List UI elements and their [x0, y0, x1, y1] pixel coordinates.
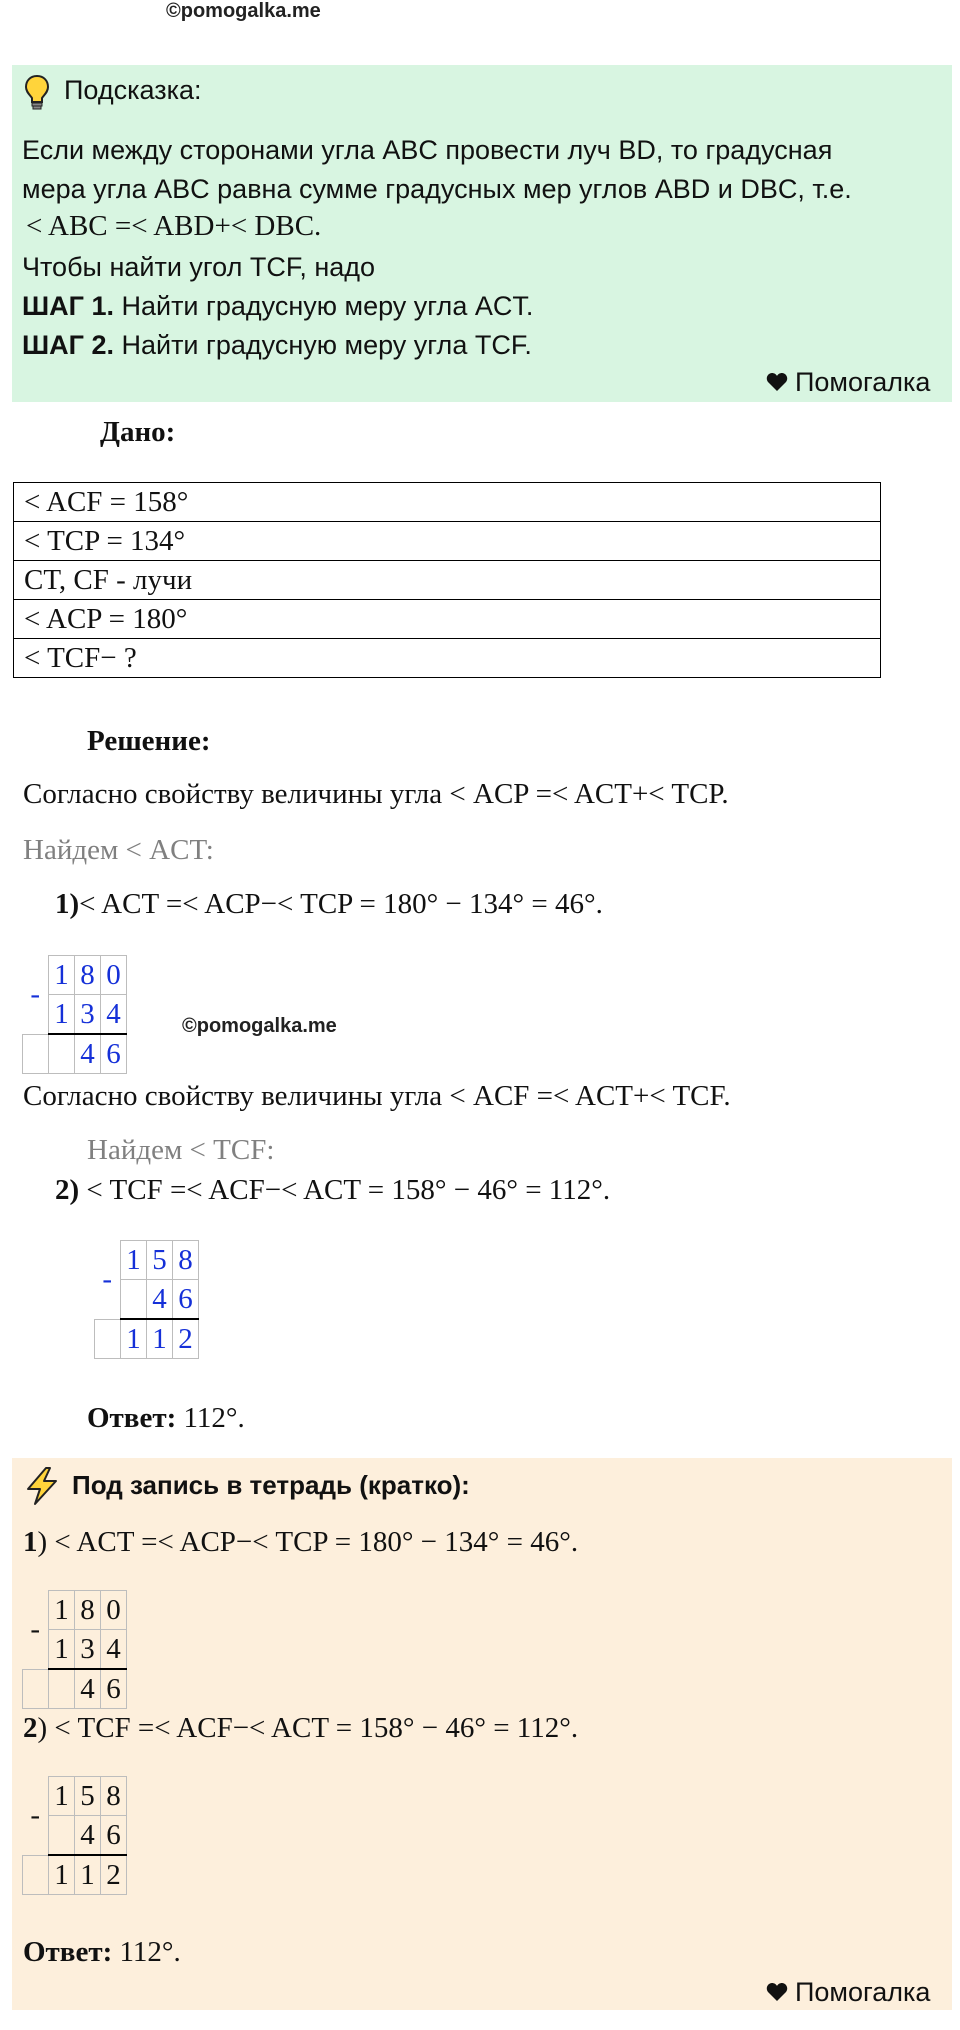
hint-title: Подсказка: — [64, 75, 202, 105]
hint-line-2: мера угла ABC равна сумме градусных мер углов ABD и DBC, т.е. — [22, 174, 852, 204]
notebook-title: Под запись в тетрадь (кратко): — [72, 1470, 470, 1500]
digit-cell: 3 — [75, 995, 101, 1035]
lightbulb-icon — [24, 74, 50, 110]
digit-cell: 1 — [49, 1777, 75, 1816]
given-row: CT, CF - лучи — [14, 561, 881, 600]
digit-cell: 1 — [75, 1855, 101, 1895]
digit-cell: 1 — [49, 956, 75, 995]
digit-cell: 8 — [101, 1777, 127, 1816]
step-number: 2 — [23, 1712, 38, 1744]
heart-icon — [766, 1982, 788, 2002]
step-text: Найти градусную меру угла ACT. — [113, 291, 534, 321]
brand-label: Помогалка — [795, 1977, 931, 2007]
answer-label: Ответ: — [87, 1402, 177, 1434]
digit-cell — [23, 1855, 49, 1895]
watermark-top: ©pomogalka.me — [166, 0, 321, 22]
digit-cell: 5 — [75, 1777, 101, 1816]
digit-cell — [49, 1816, 75, 1856]
digit-cell: 1 — [121, 1319, 147, 1359]
hint-line-4: Чтобы найти угол TCF, надо — [22, 252, 376, 282]
digit-cell: 1 — [49, 995, 75, 1035]
digit-cell: 0 — [101, 1591, 127, 1630]
find-act: Найдем < ACT: — [23, 834, 214, 866]
given-title: Дано: — [100, 416, 176, 448]
digit-cell: 1 — [49, 1591, 75, 1630]
digit-cell: 0 — [101, 956, 127, 995]
notebook-calc-2 — [22, 1776, 127, 1895]
digit-cell: 1 — [147, 1319, 173, 1359]
digit-cell: 4 — [75, 1669, 101, 1709]
digit-cell — [23, 1034, 49, 1074]
given-row: < ACF = 158° — [14, 483, 881, 522]
given-row: < ACP = 180° — [14, 600, 881, 639]
find-tcf: Найдем < TCF: — [87, 1134, 275, 1166]
digit-cell: 8 — [173, 1241, 199, 1280]
hint-line-1: Если между сторонами угла ABC провести луч BD, то градусная — [22, 135, 833, 165]
step-number: 1 — [23, 1526, 38, 1558]
solution-title: Решение: — [87, 725, 211, 757]
minus-sign: - — [23, 1777, 49, 1856]
given-row: < TCF− ? — [14, 639, 881, 678]
hint-formula: < ABC =< ABD+< DBC. — [26, 210, 322, 242]
property-2: Согласно свойству величины угла < ACF =< ACT+< TCF. — [23, 1080, 731, 1112]
given-row: < TCP = 134° — [14, 522, 881, 561]
step-text: Найти градусную меру угла TCF. — [113, 330, 532, 360]
digit-cell: 4 — [101, 995, 127, 1035]
digit-cell: 4 — [101, 1630, 127, 1670]
minus-sign: - — [95, 1241, 121, 1320]
digit-cell: 2 — [173, 1319, 199, 1359]
step-1 — [55, 888, 603, 921]
answer — [87, 1402, 245, 1435]
digit-cell — [49, 1034, 75, 1074]
digit-cell: 6 — [173, 1280, 199, 1320]
digit-cell: 2 — [101, 1855, 127, 1895]
digit-cell: 5 — [147, 1241, 173, 1280]
digit-cell: 1 — [49, 1855, 75, 1895]
brand-label: Помогалка — [795, 367, 931, 397]
hint-step-1 — [22, 287, 533, 326]
lightning-icon — [22, 1466, 62, 1506]
watermark-middle: ©pomogalka.me — [182, 1015, 337, 1037]
digit-cell: 4 — [147, 1280, 173, 1320]
step-expression: ) < TCF =< ACF−< ACT = 158° − 46° = 112°. — [37, 1712, 579, 1744]
step-number: 1) — [55, 888, 80, 920]
hint-step-2 — [22, 326, 532, 365]
digit-cell — [23, 1669, 49, 1709]
notebook-step-2 — [23, 1712, 578, 1745]
calc-subtraction-1 — [22, 955, 127, 1074]
notebook-calc-1 — [22, 1590, 127, 1709]
step-2 — [55, 1174, 610, 1207]
digit-cell: 8 — [75, 956, 101, 995]
step-number: 2) — [55, 1174, 80, 1206]
answer-value: 112°. — [176, 1402, 245, 1434]
answer-value: 112°. — [112, 1936, 181, 1968]
digit-cell: 1 — [49, 1630, 75, 1670]
given-table — [13, 482, 881, 678]
step-expression: < ACT =< ACP−< TCP = 180° − 134° = 46°. — [79, 888, 603, 920]
digit-cell: 3 — [75, 1630, 101, 1670]
minus-sign: - — [23, 1591, 49, 1670]
digit-cell: 4 — [75, 1816, 101, 1856]
notebook-step-1 — [23, 1526, 578, 1559]
digit-cell: 6 — [101, 1034, 127, 1074]
digit-cell: 8 — [75, 1591, 101, 1630]
calc-subtraction-2 — [94, 1240, 199, 1359]
answer-label: Ответ: — [23, 1936, 113, 1968]
digit-cell — [121, 1280, 147, 1320]
digit-cell — [95, 1319, 121, 1359]
digit-cell: 4 — [75, 1034, 101, 1074]
step-expression: < TCF =< ACF−< ACT = 158° − 46° = 112°. — [79, 1174, 611, 1206]
minus-sign: - — [23, 956, 49, 1035]
digit-cell: 6 — [101, 1669, 127, 1709]
notebook-answer — [23, 1936, 181, 1969]
step-expression: ) < ACT =< ACP−< TCP = 180° − 134° = 46°. — [37, 1526, 579, 1558]
digit-cell: 1 — [121, 1241, 147, 1280]
digit-cell: 6 — [101, 1816, 127, 1856]
digit-cell — [49, 1669, 75, 1709]
property-1: Согласно свойству величины угла < ACP =< ACT+< TCP. — [23, 778, 729, 810]
step-label: ШАГ 1. — [22, 291, 114, 321]
step-label: ШАГ 2. — [22, 330, 114, 360]
heart-icon — [766, 372, 788, 392]
